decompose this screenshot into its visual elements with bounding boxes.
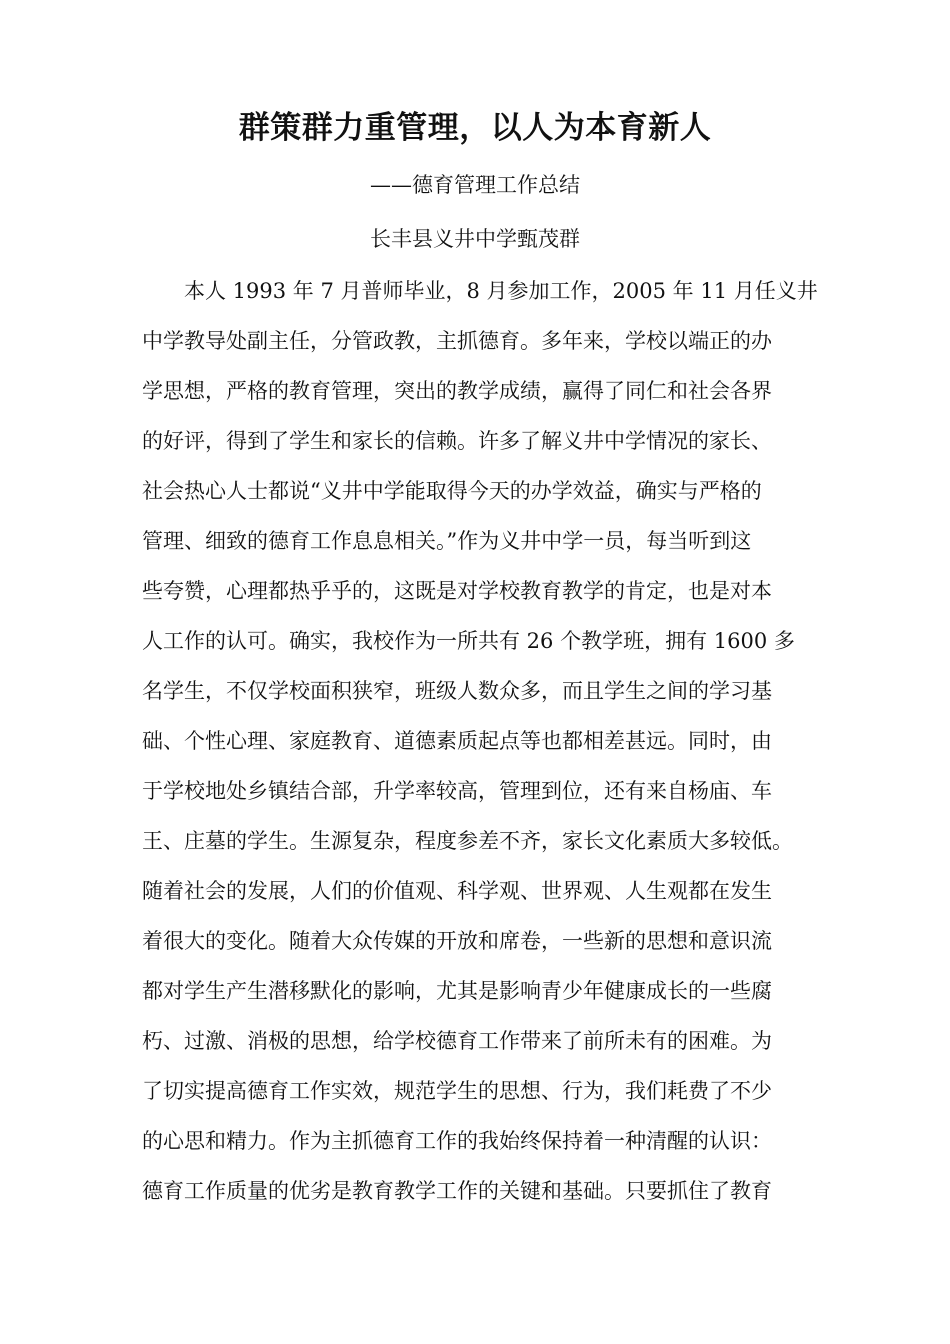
paragraph-line: 管理、细致的德育工作息息相关。”作为义井中学一员，每当听到这 <box>142 529 752 553</box>
body-paragraph <box>142 276 842 1226</box>
page-subtitle: ——德育管理工作总结 <box>370 173 580 197</box>
paragraph-line: 的好评，得到了学生和家长的信赖。许多了解义井中学情况的家长、 <box>142 429 772 453</box>
paragraph-line: 着很大的变化。随着大众传媒的开放和席卷，一些新的思想和意识流 <box>142 929 772 953</box>
paragraph-line: 随着社会的发展，人们的价值观、科学观、世界观、人生观都在发生 <box>142 879 772 903</box>
paragraph-line: 都对学生产生潜移默化的影响，尤其是影响青少年健康成长的一些腐 <box>142 979 772 1003</box>
paragraph-line: 本人 1993 年 7 月普师毕业，8 月参加工作，2005 年 11 月任义井 <box>184 279 818 303</box>
paragraph-line: 的心思和精力。作为主抓德育工作的我始终保持着一种清醒的认识： <box>142 1129 772 1153</box>
paragraph-line: 朽、过激、消极的思想，给学校德育工作带来了前所未有的困难。为 <box>142 1029 772 1053</box>
paragraph-line: 础、个性心理、家庭教育、道德素质起点等也都相差甚远。同时，由 <box>142 729 772 753</box>
paragraph-line: 人工作的认可。确实，我校作为一所共有 26 个教学班，拥有 1600 多 <box>142 629 795 653</box>
page-title: 群策群力重管理，以人为本育新人 <box>238 110 712 146</box>
paragraph-line: 中学教导处副主任，分管政教，主抓德育。多年来，学校以端正的办 <box>142 329 772 353</box>
paragraph-line: 于学校地处乡镇结合部，升学率较高，管理到位，还有来自杨庙、车 <box>142 779 772 803</box>
paragraph-line: 社会热心人士都说“义井中学能取得今天的办学效益，确实与严格的 <box>142 479 762 503</box>
paragraph-line: 学思想，严格的教育管理，突出的教学成绩，赢得了同仁和社会各界 <box>142 379 772 403</box>
author-line: 长丰县义井中学甄茂群 <box>370 227 580 251</box>
paragraph-line: 了切实提高德育工作实效，规范学生的思想、行为，我们耗费了不少 <box>142 1079 772 1103</box>
paragraph-line: 德育工作质量的优劣是教育教学工作的关键和基础。只要抓住了教育 <box>142 1179 772 1203</box>
paragraph-line: 名学生，不仅学校面积狭窄，班级人数众多，而且学生之间的学习基 <box>142 679 772 703</box>
paragraph-line: 些夸赞，心理都热乎乎的，这既是对学校教育教学的肯定，也是对本 <box>142 579 772 603</box>
paragraph-line: 王、庄墓的学生。生源复杂，程度参差不齐，家长文化素质大多较低。 <box>142 829 793 853</box>
